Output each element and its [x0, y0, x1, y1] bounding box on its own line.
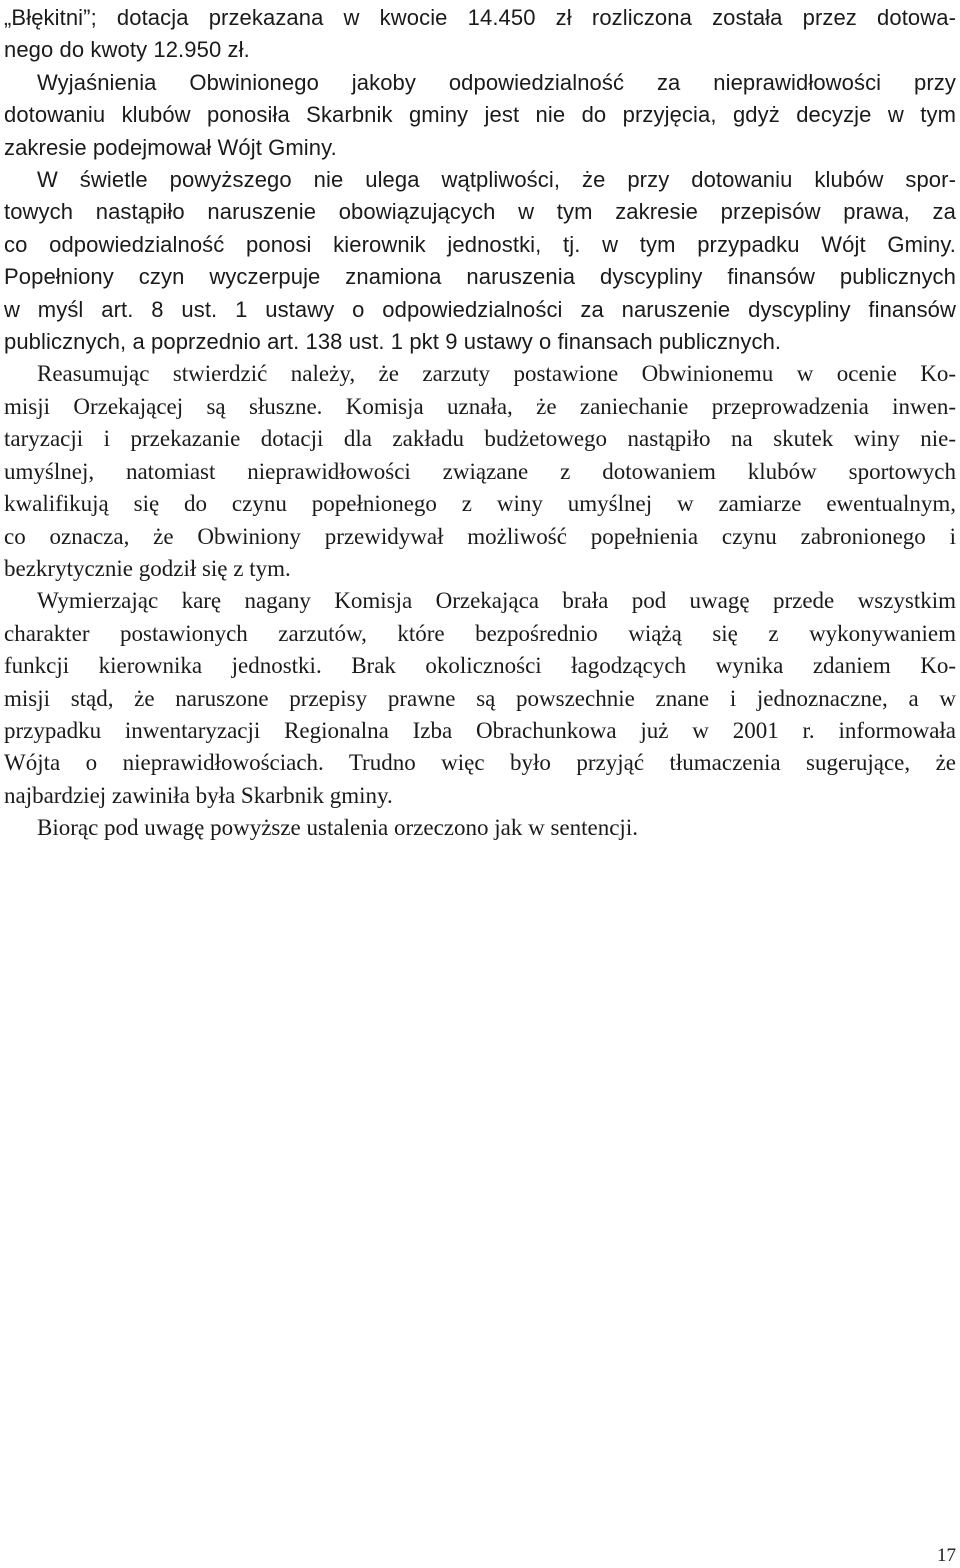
text-line: publicznych, a poprzednio art. 138 ust. 1 pkt 9 ustawy o finansach publicznych.: [4, 329, 782, 355]
paragraph-w-swietle: [4, 164, 956, 358]
text-line: dotowaniu klubów ponosiła Skarbnik gminy jest nie do przyjęcia, gdyż decyzje w tym: [4, 102, 956, 128]
text-line: zakresie podejmował Wójt Gminy.: [4, 134, 337, 160]
text-line: umyślnej, natomiast nieprawidłowości związane z dotowaniem klubów sportowych: [4, 458, 956, 484]
paragraph-wyjasnienia: [4, 67, 956, 164]
text-line: Wymierzając karę nagany Komisja Orzekająca brała pod uwagę przede wszystkim: [37, 588, 956, 614]
text-line: w myśl art. 8 ust. 1 ustawy o odpowiedzialności za naruszenie dyscypliny finansów: [4, 296, 956, 322]
paragraph-biorac: [4, 812, 956, 844]
text-line: taryzacji i przekazanie dotacji dla zakładu budżetowego nastąpiło na skutek winy nie-: [4, 426, 956, 452]
text-line: przypadku inwentaryzacji Regionalna Izba Obrachunkowa już w 2001 r. informowała: [4, 717, 956, 743]
text-line: nego do kwoty 12.950 zł.: [4, 37, 250, 63]
page-number: 17: [937, 1545, 956, 1566]
text-line: funkcji kierownika jednostki. Brak okoliczności łagodzących wynika zdaniem Ko-: [4, 653, 956, 679]
text-line: misji stąd, że naruszone przepisy prawne są powszechnie znane i jednoznaczne, a w: [4, 685, 956, 711]
text-line: misji Orzekającej są słuszne. Komisja uznała, że zaniechanie przeprowadzenia inwen-: [4, 393, 956, 419]
text-line: bezkrytycznie godził się z tym.: [4, 555, 291, 581]
text-line: Reasumując stwierdzić należy, że zarzuty postawione Obwinionemu w ocenie Ko-: [37, 361, 956, 387]
text-line: W świetle powyższego nie ulega wątpliwości, że przy dotowaniu klubów spor-: [37, 167, 956, 193]
paragraph-dotacja: [4, 2, 956, 67]
text-line: towych nastąpiło naruszenie obowiązujących w tym zakresie przepisów prawa, za: [4, 199, 956, 225]
document-body: [4, 2, 956, 845]
text-line: najbardziej zawiniła była Skarbnik gminy.: [4, 782, 393, 808]
text-line: kwalifikują się do czynu popełnionego z winy umyślnej w zamiarze ewentualnym,: [4, 491, 956, 517]
text-line: co odpowiedzialność ponosi kierownik jednostki, tj. w tym przypadku Wójt Gminy.: [4, 231, 956, 257]
text-line: Wyjaśnienia Obwinionego jakoby odpowiedzialność za nieprawidłowości przy: [37, 69, 956, 95]
text-line: Wójta o nieprawidłowościach. Trudno więc było przyjąć tłumaczenia sugerujące, że: [4, 750, 956, 776]
paragraph-reasumujac: [4, 358, 956, 585]
text-line: Biorąc pod uwagę powyższe ustalenia orzeczono jak w sentencji.: [37, 815, 638, 841]
text-line: „Błękitni”; dotacja przekazana w kwocie 14.450 zł rozliczona została przez dotowa-: [4, 5, 956, 30]
text-line: charakter postawionych zarzutów, które bezpośrednio wiążą się z wykonywaniem: [4, 620, 956, 646]
text-line: co oznacza, że Obwiniony przewidywał możliwość popełnienia czynu zabronionego i: [4, 523, 956, 549]
paragraph-wymierzajac: [4, 585, 956, 812]
text-line: Popełniony czyn wyczerpuje znamiona naruszenia dyscypliny finansów publicznych: [4, 264, 956, 290]
